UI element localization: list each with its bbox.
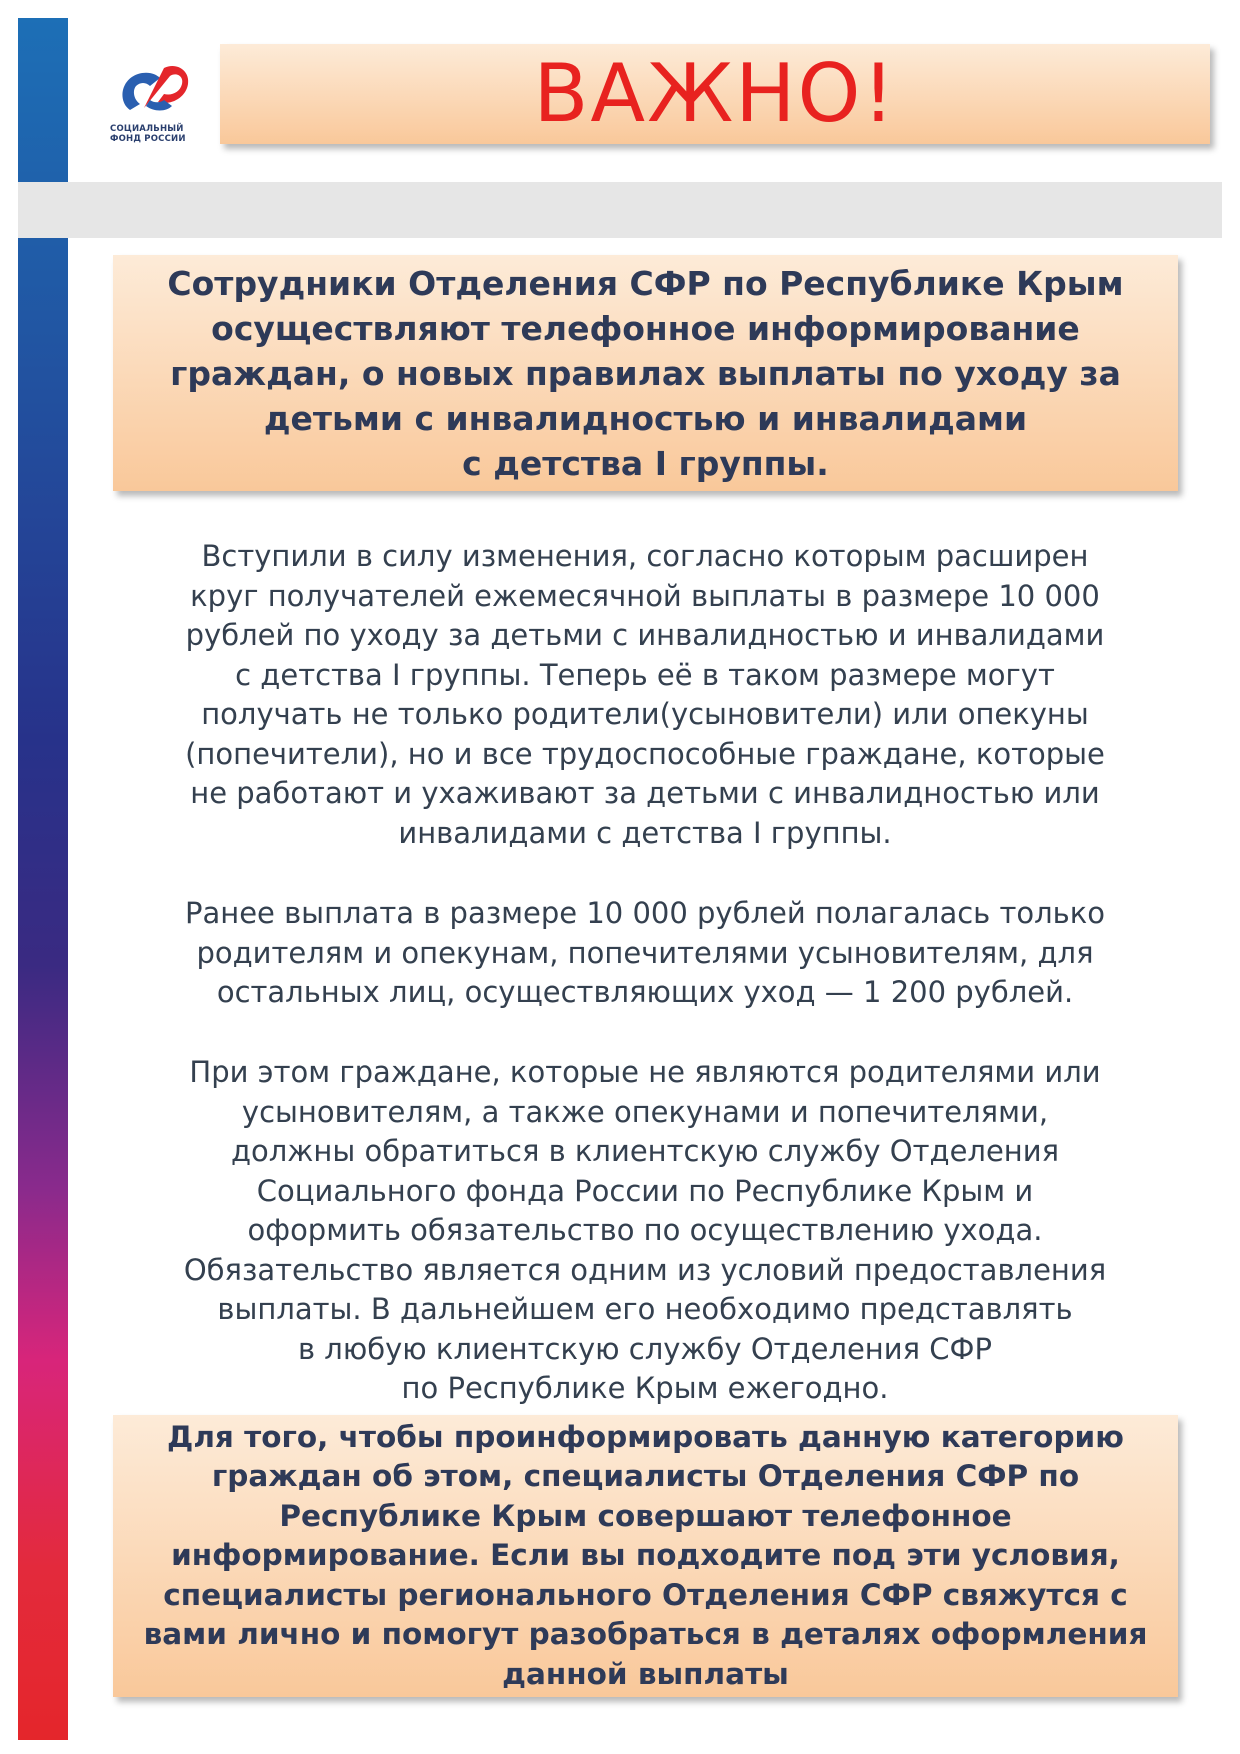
important-title: ВАЖНО! — [533, 47, 897, 140]
logo-caption: СОЦИАЛЬНЫЙ ФОНД РОССИИ — [110, 124, 186, 144]
grey-divider-band — [18, 182, 1222, 238]
paragraph-previous-rules: Ранее выплата в размере 10 000 рублей полагалась только родителям и опекунам, попечителями усыновителям, для остальных лиц, осуществляющих уход — 1 200 рублей. — [184, 896, 1106, 1009]
sfr-logo — [110, 62, 192, 158]
decorative-side-stripe — [18, 18, 68, 1740]
info-callout-box — [113, 1415, 1178, 1697]
sfr-logo-icon — [110, 62, 190, 122]
important-banner — [220, 44, 1210, 144]
headline-text: Сотрудники Отделения СФР по Республике Крым осуществляют телефонное информирование граждан, о новых правилах выплаты по уходу за детьми с инвалидностью и инвалидами с детства I группы. — [167, 263, 1124, 483]
headline-box — [113, 255, 1178, 491]
paragraph-obligation: При этом граждане, которые не являются родителями или усыновителям, а также опекунами и попечителями, должны обратиться в клиентскую службу Отделения Социального фонда России по Республике Крым и оформить обязательство по осуществлению ухода. Обязательство является одним из условий предоставления выплаты. В дальнейшем его необходимо представлять в любую клиентскую службу Отделения СФР по Республике Крым ежегодно. — [183, 1055, 1107, 1405]
paragraph-changes: Вступили в силу изменения, согласно которым расширен круг получателей ежемесячной выплаты в размере 10 000 рублей по уходу за детьми с инвалидностью и инвалидами с детства I группы. Теперь её в таком размере могут получать не только родители(усыновители) или опекуны (попечители), но и все трудоспособные граждане, которые не работают и ухаживают за детьми с инвалидностью или инвалидами с детства I группы. — [185, 539, 1105, 850]
info-callout-text: Для того, чтобы проинформировать данную категорию граждан об этом, специалисты Отделения СФР по Республике Крым совершают телефонное информирование. Если вы подходите под эти условия, специалисты регионального Отделения СФР свяжутся с вами лично и помогут разобраться в деталях оформления данной выплаты — [143, 1419, 1148, 1691]
